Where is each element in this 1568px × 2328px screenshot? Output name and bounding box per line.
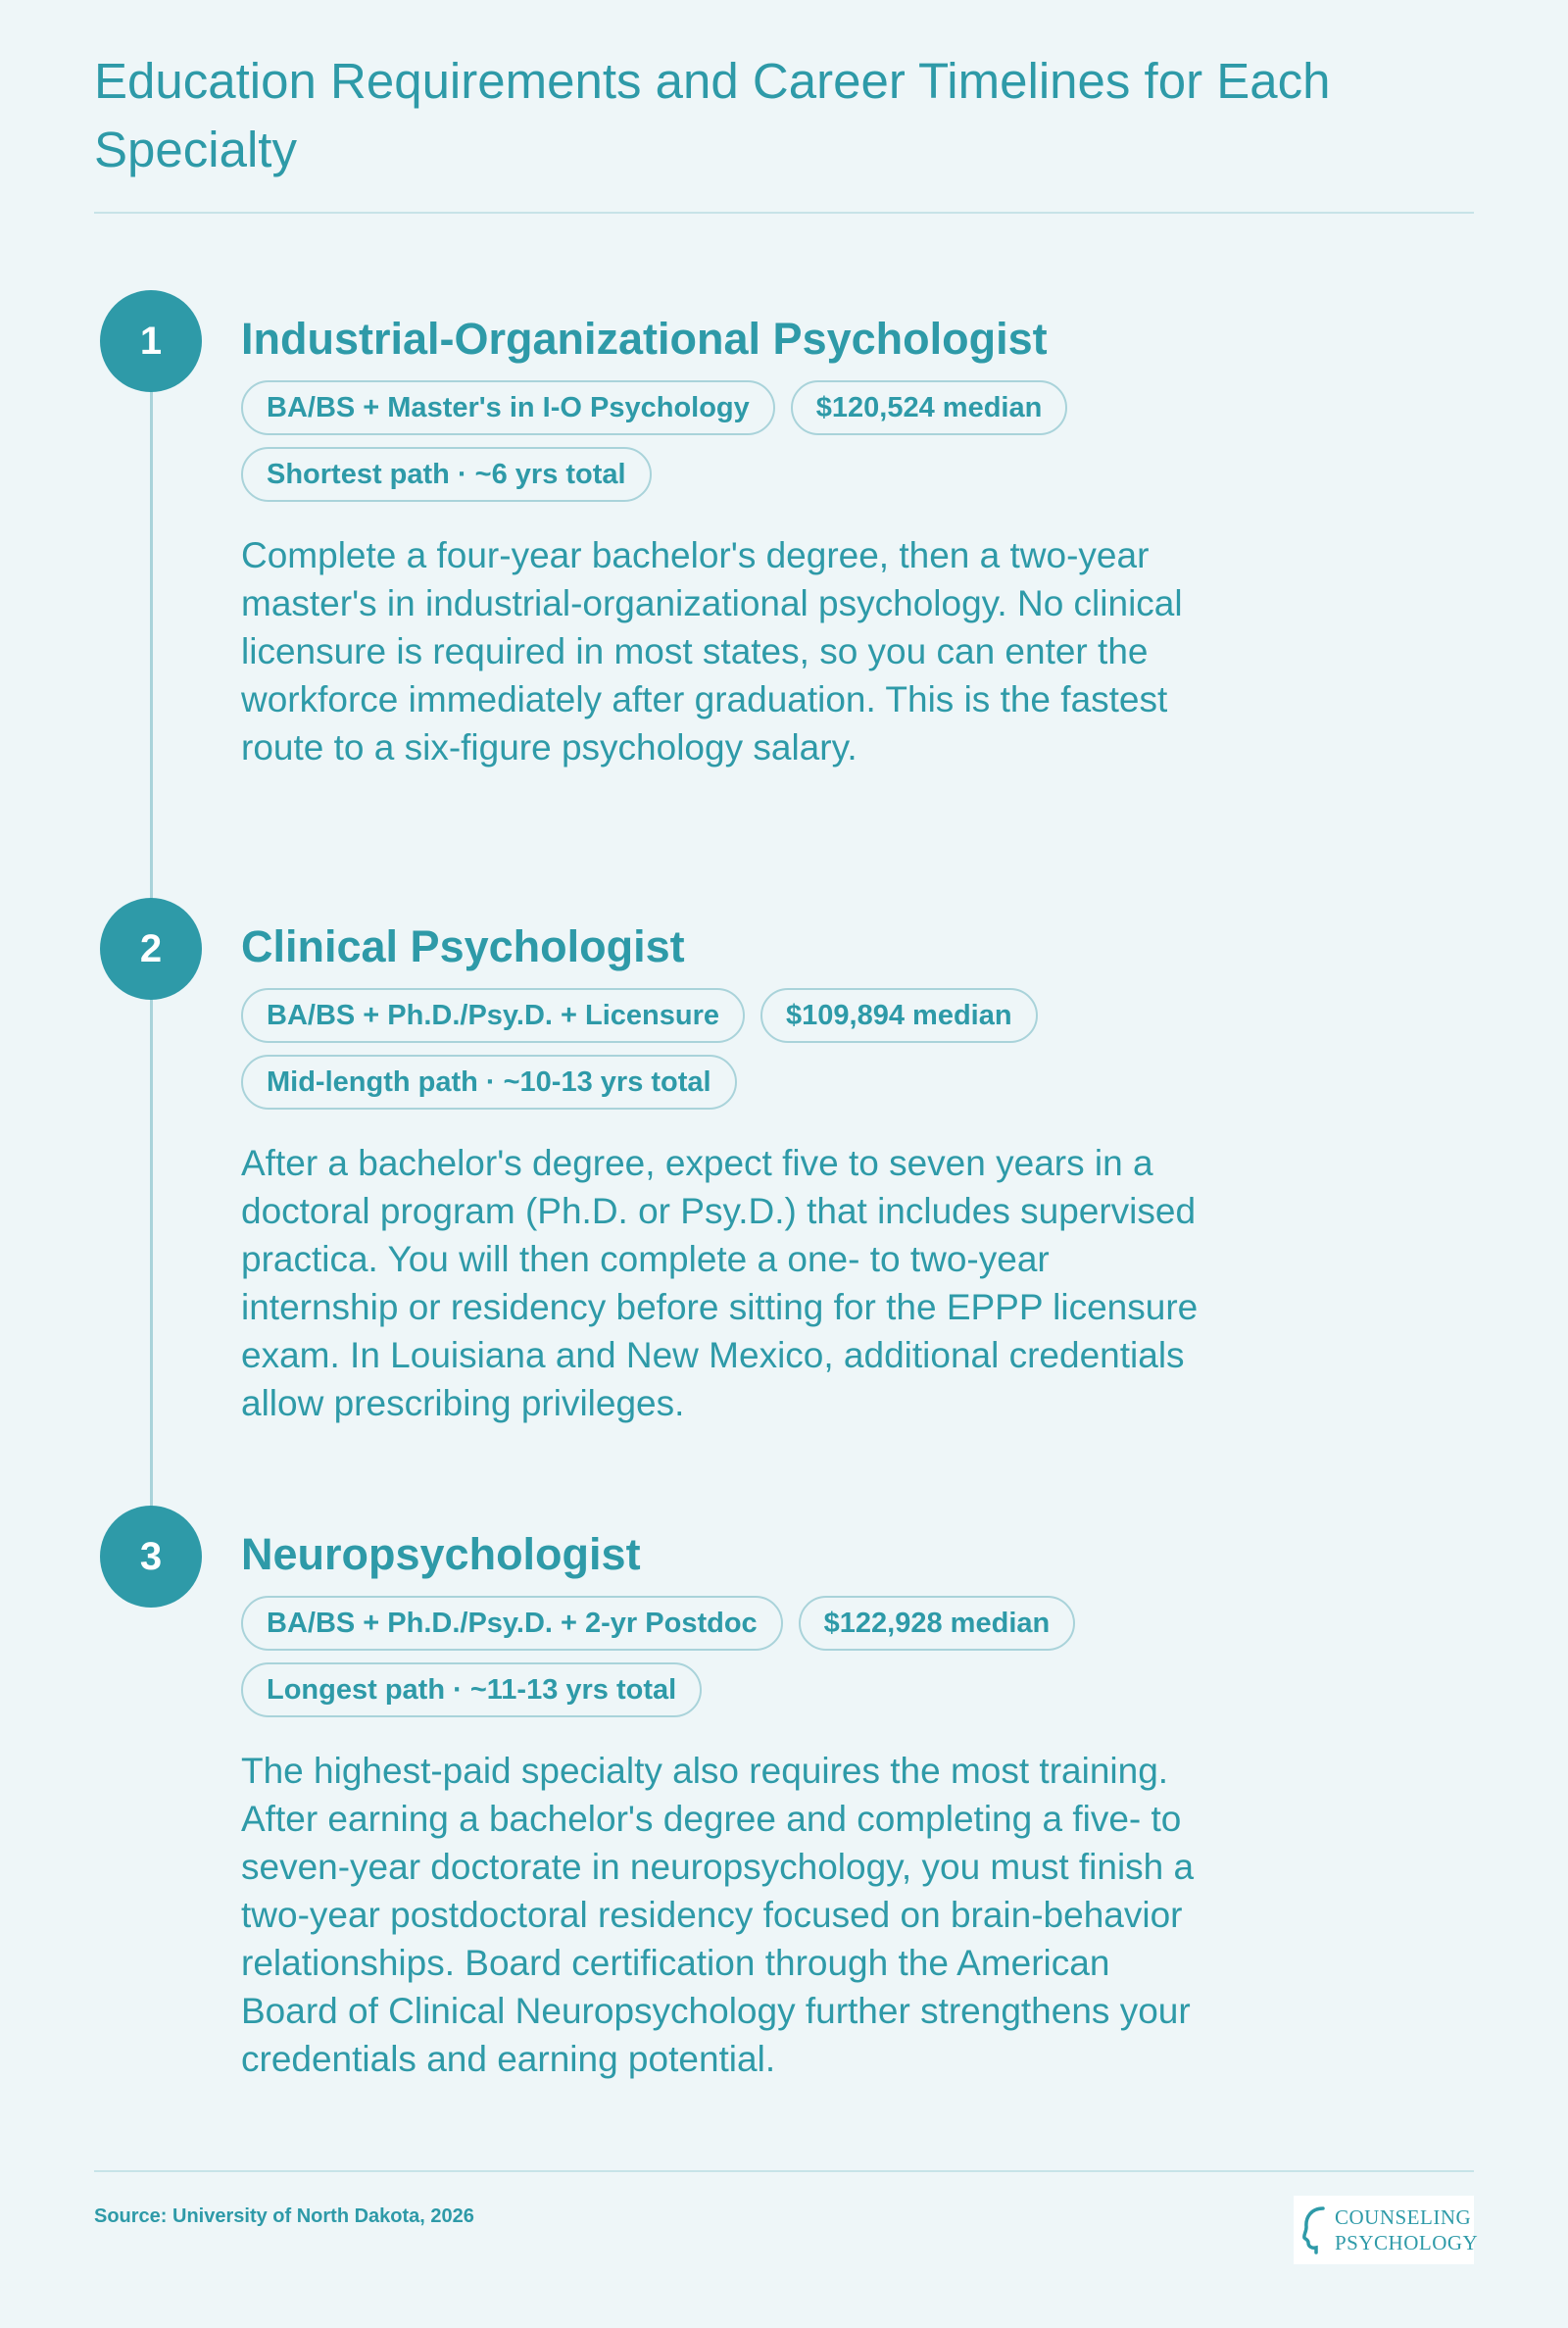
step-tags [241, 988, 1162, 1110]
page-header [94, 47, 1474, 184]
step-number-badge: 2 [100, 898, 202, 1000]
brand-logo [1294, 2196, 1479, 2264]
page-title: Education Requirements and Career Timelines for Each Specialty [94, 53, 1331, 177]
step-description: The highest-paid specialty also requires the most training. After earning a bachelor's degree and completing a five- to seven-year doctorate in neuropsychology, you must finish a two-year postdoctoral residency focused on brain-behavior relationships. Board certification through the American Board of Clinical Neuropsychology further strengthens your credentials and earning potential. [241, 1751, 1195, 2079]
education-tag: BA/BS + Ph.D./Psy.D. + 2-yr Postdoc [241, 1596, 783, 1651]
path-length-tag: Shortest path · ~6 yrs total [241, 447, 652, 502]
salary-tag: $122,928 median [799, 1596, 1076, 1651]
logo-line-2: PSYCHOLOGY [1335, 2231, 1479, 2254]
education-tag: BA/BS + Master's in I-O Psychology [241, 380, 775, 435]
step-description: Complete a four-year bachelor's degree, then a two-year master's in industrial-organizational psychology. No clinical licensure is required in most states, so you can enter the workforce immediately after graduation. This is the fastest route to a six-figure psychology salary. [241, 535, 1183, 768]
step-heading: Neuropsychologist [241, 1529, 641, 1579]
step-heading: Industrial-Organizational Psychologist [241, 314, 1048, 364]
step-heading: Clinical Psychologist [241, 921, 685, 971]
path-length-tag: Longest path · ~11-13 yrs total [241, 1662, 702, 1717]
head-profile-icon [1301, 2204, 1331, 2255]
salary-tag: $109,894 median [760, 988, 1038, 1043]
step-description: After a bachelor's degree, expect five to seven years in a doctoral program (Ph.D. or Psy.D.) that includes supervised practica. You will then complete a one- to two-year internship or residency before sitting for the EPPP licensure exam. In Louisiana and New Mexico, additional credentials allow prescribing privileges. [241, 1143, 1199, 1423]
path-length-tag: Mid-length path · ~10-13 yrs total [241, 1055, 737, 1110]
education-tag: BA/BS + Ph.D./Psy.D. + Licensure [241, 988, 745, 1043]
step-content [241, 919, 1221, 1427]
step-content [241, 312, 1221, 771]
logo-wordmark [1335, 2204, 1478, 2255]
step-tags [241, 1596, 1162, 1717]
header-divider [94, 212, 1474, 214]
salary-tag: $120,524 median [791, 380, 1068, 435]
logo-line-1: COUNSELING [1335, 2205, 1472, 2229]
step-content [241, 1527, 1221, 2083]
footer-divider [94, 2170, 1474, 2172]
source-citation: Source: University of North Dakota, 2026 [94, 2205, 474, 2227]
step-tags [241, 380, 1162, 502]
step-number-badge: 1 [100, 290, 202, 392]
step-number-badge: 3 [100, 1506, 202, 1608]
